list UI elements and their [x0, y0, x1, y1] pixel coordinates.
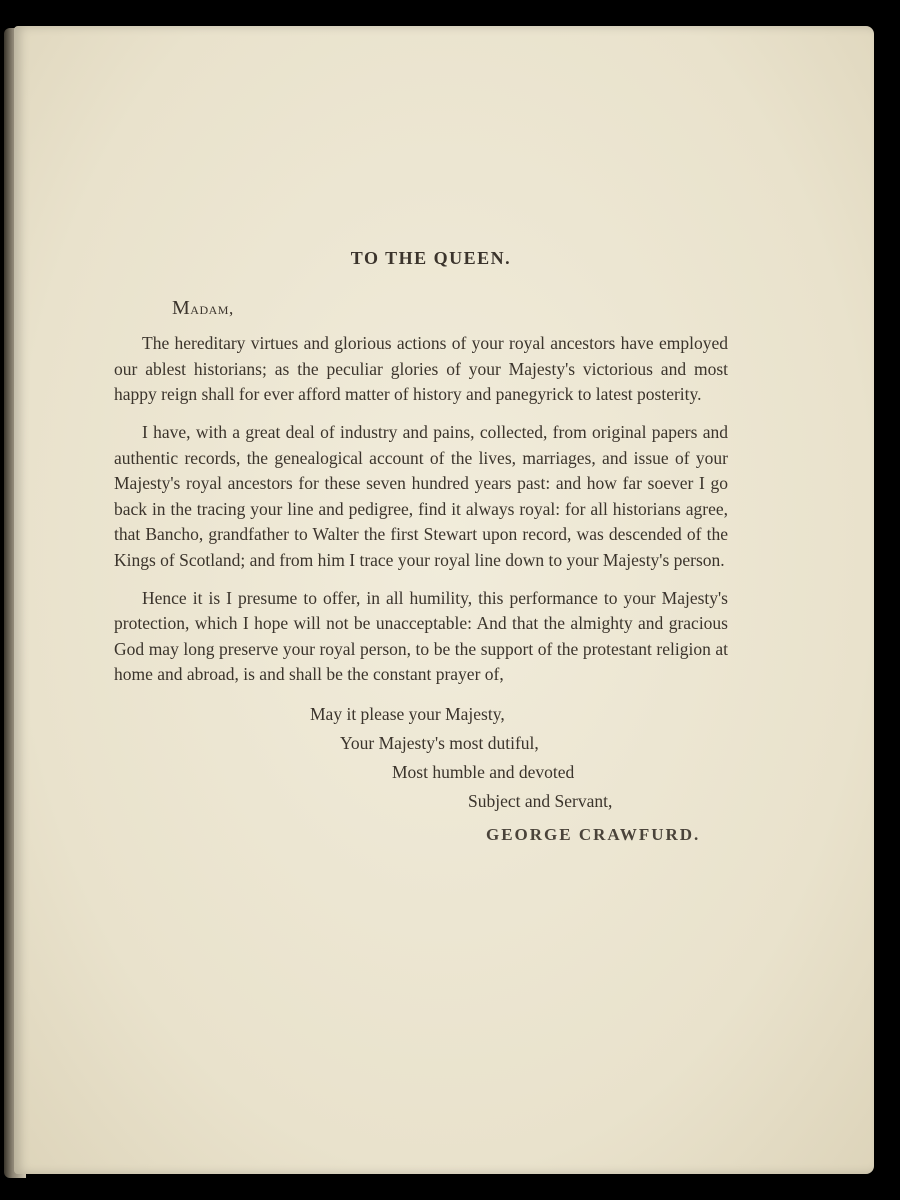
- signature: GEORGE CRAWFURD.: [486, 824, 701, 844]
- salutation: [172, 296, 728, 322]
- salutation-rest: adam,: [190, 298, 234, 318]
- salutation-initial: M: [172, 296, 191, 319]
- paragraph-3: Hence it is I presume to offer, in all humility, this performance to your Majesty's protection, which I hope will not be unacceptable: And that the almighty and gracious God may long preserve your royal person, to be the support of the protestant religion at home and abroad, is and shall be the constant prayer of,: [114, 587, 728, 685]
- paragraph-2: I have, with a great deal of industry and pains, collected, from original papers and authentic records, the genealogical account of the lives, marriages, and issue of your Majesty's royal ancestors for these seven hundred years past: and how far soever I go back in the tracing your line and pedigree, find it always royal: for all historians agree, that Bancho, grandfather to Walter the first Stewart upon record, was descended of the Kings of Scotland; and from him I trace your royal line down to your Majesty's person.: [114, 421, 728, 570]
- closing-line-3: Most humble and devoted: [392, 761, 575, 782]
- book-page: [14, 26, 874, 1174]
- closing-line-4: Subject and Servant,: [468, 790, 613, 811]
- paragraph-1: The hereditary virtues and glorious actions of your royal ancestors have employed our ablest historians; as the peculiar glories of your Majesty's victorious and most happy reign shall for ever afford matter of history and panegyrick to latest posterity.: [114, 333, 728, 405]
- closing-line-1: May it please your Majesty,: [310, 703, 505, 724]
- closing-line-2: Your Majesty's most dutiful,: [340, 732, 539, 753]
- page-title: TO THE QUEEN.: [350, 248, 512, 268]
- dedication-text: [114, 246, 728, 848]
- closing-block: [114, 700, 728, 848]
